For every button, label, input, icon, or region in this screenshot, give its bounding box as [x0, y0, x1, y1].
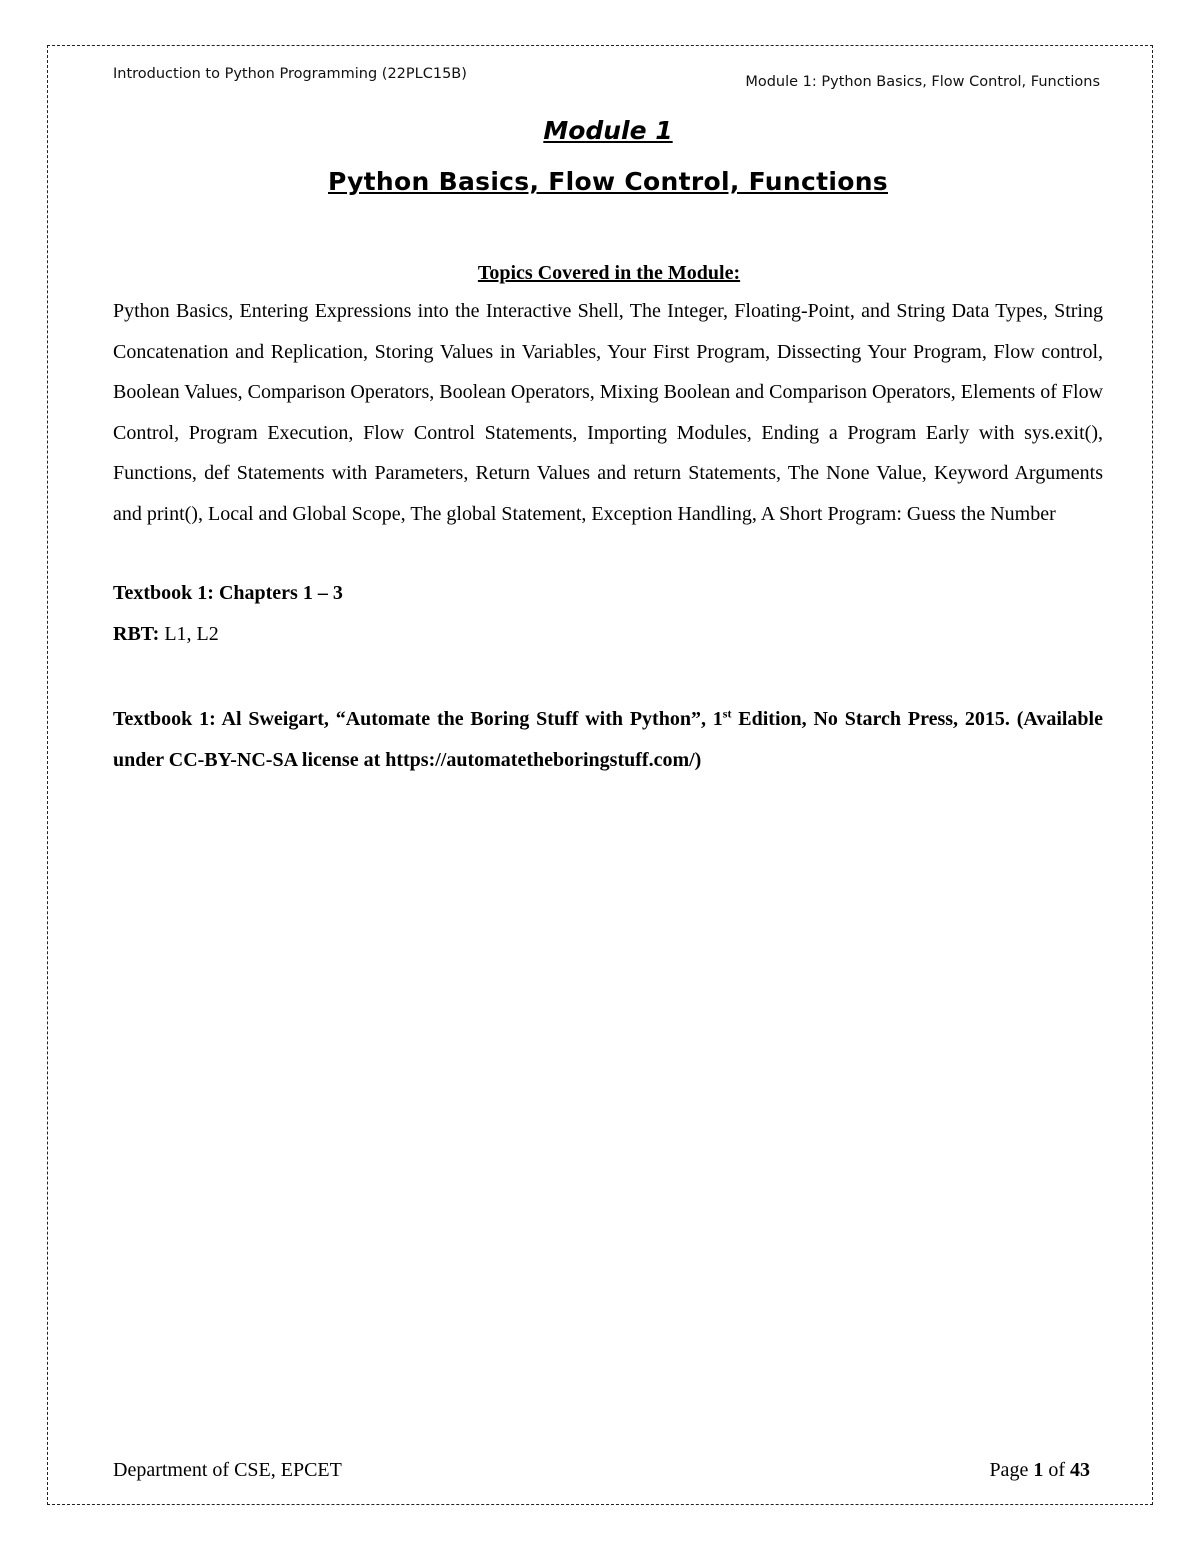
footer-department: Department of CSE, EPCET: [113, 1459, 342, 1481]
topics-heading: Topics Covered in the Module:: [477, 262, 741, 284]
footer-page-number: Page 1 of 43: [989, 1459, 1090, 1481]
header-course-title: Introduction to Python Programming (22PLC15B): [113, 66, 467, 82]
rbt-value: L1, L2: [159, 623, 219, 645]
page-title: Module 1: [543, 116, 673, 145]
page-subtitle: Python Basics, Flow Control, Functions: [328, 167, 888, 196]
textbook-chapters: Textbook 1: Chapters 1 – 3: [113, 582, 343, 604]
topics-paragraph: Python Basics, Entering Expressions into the Interactive Shell, The Integer, Floating-Point, and String Data Types, String Concatenation and Replication, Storing Values in Variables, Your First Program, Dissecting Your Program, Flow control, Boolean Values, Comparison Operators, Boolean Operators, Mixing Boolean and Comparison Operators, Elements of Flow Control, Program Execution, Flow Control Statements, Importing Modules, Ending a Program Early with sys.exit(), Functions, def Statements with Parameters, Return Values and return Statements, The None Value, Keyword Arguments and print(), Local and Global Scope, The global Statement, Exception Handling, A Short Program: Guess the Number: [113, 300, 1104, 525]
rbt-label: RBT:: [113, 623, 160, 645]
rbt-levels: [113, 623, 219, 646]
header-module-title: Module 1: Python Basics, Flow Control, Functions: [745, 74, 1100, 90]
textbook-reference: Textbook 1: Al Sweigart, “Automate the Boring Stuff with Python”, 1st Edition, No Starch Press, 2015. (Available under CC-BY-NC-SA license at https://automatetheboringstuff.com/): [113, 706, 1103, 771]
